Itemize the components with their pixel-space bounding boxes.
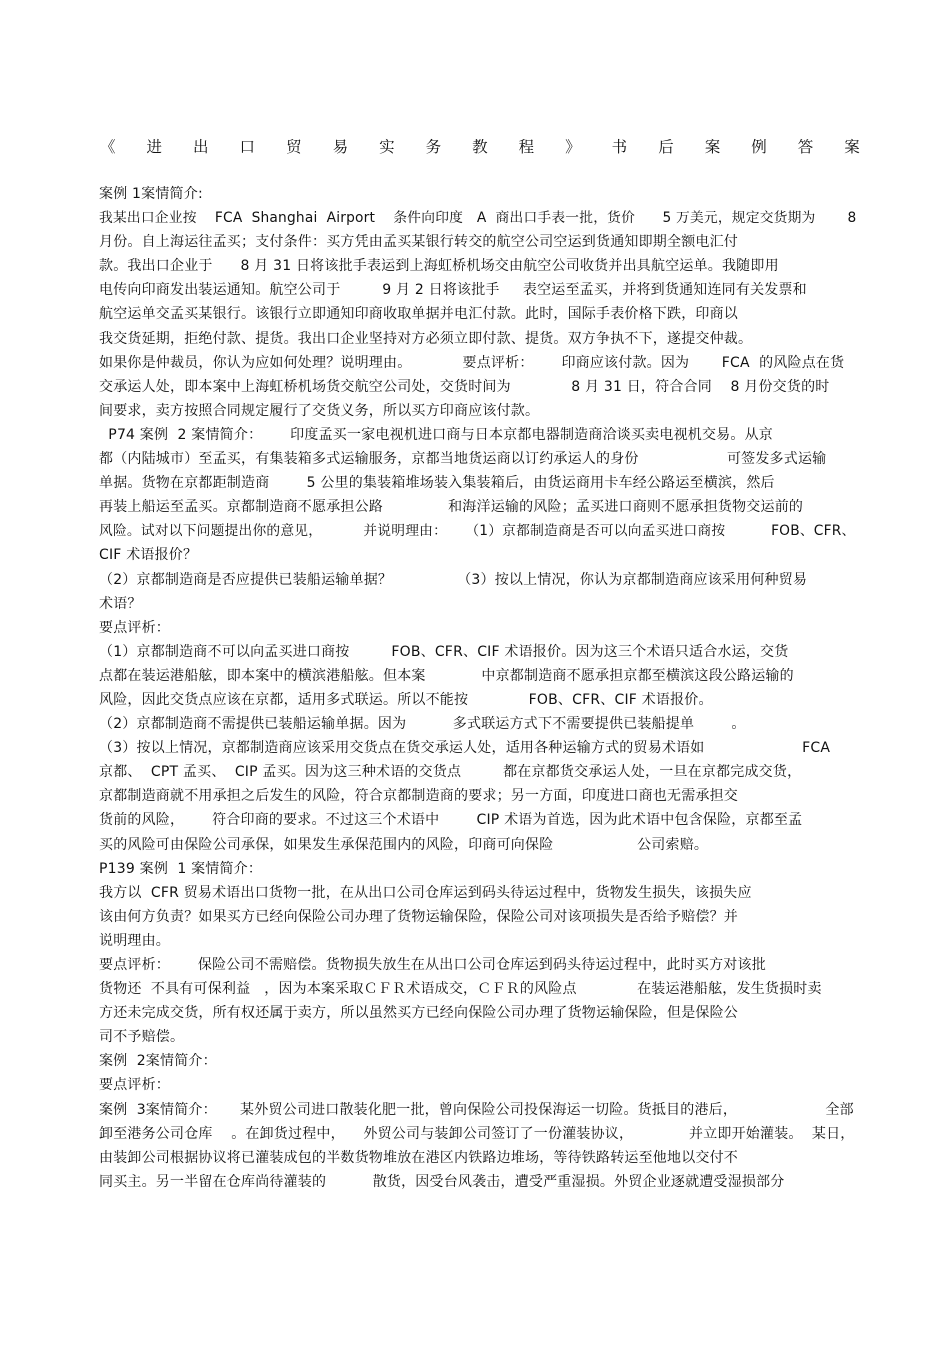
text-line: 间要求，卖方按照合同规定履行了交货义务，所以买方印商应该付款。: [99, 402, 540, 419]
text-line: 京都、 CPT 孟买、 CIP 孟买。因为这三种术语的交货点 都在京都货交承运人处，一旦在京都完成交货，: [99, 764, 802, 781]
text-line: 买的风险可由保险公司承保，如果发生承保范围内的风险，印商可向保险 公司索赔。: [99, 836, 709, 853]
text-line: 航空运单交孟买某银行。该银行立即通知印商收取单据并电汇付款。此时，国际手表价格下跌，印商以: [99, 306, 738, 323]
text-line: 案例 1案情简介:: [99, 186, 203, 202]
document-title: [100, 136, 860, 158]
title-char: 易: [332, 138, 349, 156]
title-char: 教: [472, 138, 488, 156]
text-line: 说明理由。: [99, 932, 170, 949]
text-line: 卸至港务公司仓库 。在卸货过程中， 外贸公司与装卸公司签订了一份灌装协议， 并立即开始灌装。 某日，: [99, 1125, 855, 1142]
text-line: 货前的风险， 符合印商的要求。不过这三个术语中 CIP 术语为首选，因为此术语中包含保险，京都至孟: [99, 812, 803, 829]
text-line: 电传向印商发出装运通知。航空公司于 9 月 2 日将该批手 表空运至孟买，并将到货通知连同有关发票和: [99, 282, 807, 299]
text-line: 月份。自上海运往孟买；支付条件：买方凭由孟买某银行转交的航空公司空运到货通知即期全额电汇付: [99, 234, 738, 251]
title-char: 进: [146, 138, 163, 156]
text-line: （3）按以上情况，京都制造商应该采用交货点在货交承运人处，适用各种运输方式的贸易术语如 FCA: [99, 740, 831, 757]
text-line: 由装卸公司根据协议将已灌装成包的半数货物堆放在港区内铁路边堆场，等待铁路转运至他地以交付不: [99, 1149, 738, 1166]
text-line: 风险，因此交货点应该在京都，适用多式联运。所以不能按 FOB、CFR、CIF 术语报价。: [99, 691, 713, 708]
text-line: 该由何方负责？如果买方已经向保险公司办理了货物运输保险，保险公司对该项损失是否给予赔偿？并: [99, 908, 738, 925]
text-line: 京都制造商就不用承担之后发生的风险，符合京都制造商的要求；另一方面，印度进口商也无需承担交: [99, 788, 738, 805]
text-line: 我方以 CFR 贸易术语出口货物一批，在从出口公司仓库运到码头待运过程中，货物发生损失，该损失应: [99, 884, 752, 901]
text-line: 案例 3案情简介： 某外贸公司进口散装化肥一批，曾向保险公司投保海运一切险。货抵目的港后， 全部: [99, 1101, 854, 1118]
text-line: （2）京都制造商不需提供已装船运输单据。因为 多式联运方式下不需要提供已装船提单 。: [99, 716, 746, 733]
text-line: 要点评析：: [99, 1077, 170, 1094]
text-line: 交承运人处，即本案中上海虹桥机场货交航空公司处，交货时间为 8 月 31 日，符合合同 8 月份交货的时: [99, 378, 830, 395]
text-line: （2）京都制造商是否应提供已装船运输单据？ （3）按以上情况，你认为京都制造商应该采用何种贸易: [99, 571, 808, 588]
text-line: 案例 2案情简介：: [99, 1053, 217, 1070]
text-line: （1）京都制造商不可以向孟买进口商按 FOB、CFR、CIF 术语报价。因为这三个术语只适合水运，交货: [99, 643, 789, 660]
text-line: 同买主。另一半留在仓库尚待灌装的 散货，因受台风袭击，遭受严重湿损。外贸企业逐就遭受湿损部分: [99, 1173, 785, 1190]
title-char: 贸: [286, 138, 302, 156]
text-line: 我某出口企业按 FCA Shanghai Airport 条件向印度 A 商出口手表一批，货价 5 万美元，规定交货期为 8: [99, 210, 857, 227]
document-body: [99, 182, 867, 1194]
text-line: CIF 术语报价？: [99, 547, 198, 564]
title-char: 实: [379, 138, 395, 156]
text-line: 单据。货物在京都距制造商 5 公里的集装箱堆场装入集装箱后，由货运商用卡车经公路运至横滨，然后: [99, 475, 775, 492]
text-line: 风险。试对以下问题提出你的意见， 并说明理由： （1）京都制造商是否可以向孟买进口商按 FOB、CFR、: [99, 523, 856, 540]
text-line: 要点评析： 保险公司不需赔偿。货物损失放生在从出口公司仓库运到码头待运过程中，此时买方对该批: [99, 957, 766, 973]
text-line: 术语？: [99, 595, 142, 612]
text-line: 如果你是仲裁员，你认为应如何处理？说明理由。 要点评析： 印商应该付款。因为 FCA 的风险点在货: [99, 354, 845, 371]
title-char: 出: [193, 138, 209, 156]
text-line: P139 案例 1 案情简介：: [99, 860, 263, 877]
text-line: 都（内陆城市）至孟买，有集装箱多式运输服务，京都当地货运商以订约承运人的身份 可签发多式运输: [99, 451, 827, 468]
title-char: 案: [844, 138, 860, 156]
title-char: 答: [797, 138, 814, 156]
title-char: 例: [751, 138, 767, 156]
title-char: 《: [100, 138, 116, 156]
title-char: 案: [704, 138, 721, 156]
text-line: 再装上船运至孟买。京都制造商不愿承担公路 和海洋运输的风险；孟买进口商则不愿承担货物交运前的: [99, 499, 804, 516]
title-char: 》: [565, 138, 581, 156]
text-line: 司不予赔偿。: [99, 1029, 185, 1046]
title-char: 务: [425, 138, 442, 156]
text-line: 货物还 不具有可保利益 ，因为本案采取ＣＦＲ术语成交，ＣＦＲ的风险点 在装运港船舷，发生货损时卖: [99, 981, 822, 998]
title-char: 口: [239, 138, 256, 156]
title-char: 书: [611, 138, 628, 156]
text-line: 款。我出口企业于 8 月 31 日将该批手表运到上海虹桥机场交由航空公司收货并出具航空运单。我随即用: [99, 258, 779, 275]
text-line: 点都在装运港船舷，即本案中的横滨港船舷。但本案 中京都制造商不愿承担京都至横滨这段公路运输的: [99, 667, 794, 684]
title-char: 后: [658, 138, 674, 156]
text-line: 我交货延期，拒绝付款、提货。我出口企业坚持对方必须立即付款、提货。双方争执不下，遂提交仲裁。: [99, 330, 753, 347]
title-char: 程: [518, 138, 535, 156]
text-line: P74 案例 2 案情简介： 印度孟买一家电视机进口商与日本京都电器制造商洽谈买卖电视机交易。从京: [99, 426, 773, 443]
text-line: 要点评析：: [99, 619, 170, 636]
text-line: 方还未完成交货，所有权还属于卖方，所以虽然买方已经向保险公司办理了货物运输保险，但是保险公: [99, 1005, 738, 1022]
